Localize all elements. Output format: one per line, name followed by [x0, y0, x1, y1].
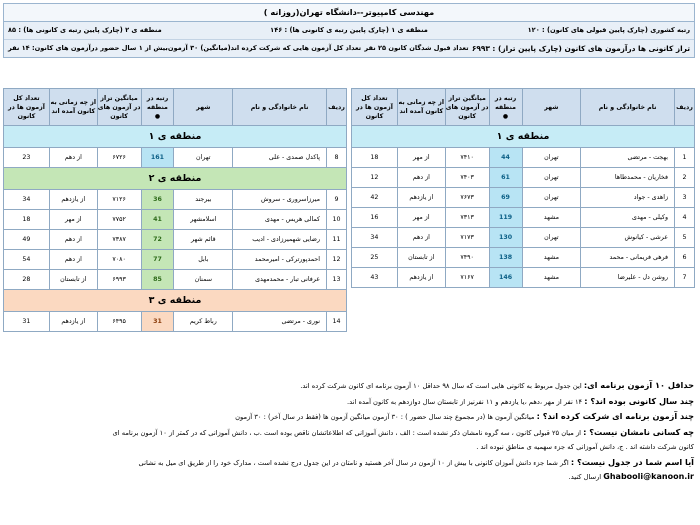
note-missing-cont: کانون شرکت داشته اند . ج، دانش آموزانی که جزء سهمیه ی مناطق نبوده اند .: [476, 443, 694, 451]
region-rank-cell: 146: [489, 268, 522, 288]
exam-count-cell: 18: [352, 148, 398, 168]
exam-count-cell: 34: [352, 228, 398, 248]
exam-count-cell: 31: [4, 312, 50, 332]
dot-icon: ●: [154, 112, 161, 120]
notes-section: [6, 378, 694, 485]
avg-score-cell: ۷۶۷۳: [445, 188, 489, 208]
row-number-cell: 4: [675, 208, 695, 228]
row-number-cell: 5: [675, 228, 695, 248]
col-since-header: از چه زمانی به کانون آمده اند: [49, 89, 97, 126]
table-row: [352, 148, 695, 168]
region-rank-cell: 161: [141, 148, 174, 168]
avg-score-cell: ۷۴۰۳: [445, 168, 489, 188]
exam-count-cell: 34: [4, 190, 50, 210]
exam-count-cell: 43: [352, 268, 398, 288]
joined-since-cell: از دهم: [49, 148, 97, 168]
exam-count-cell: 25: [352, 248, 398, 268]
col-rank-header: رتبه در منطقه ●: [489, 89, 522, 126]
email-link[interactable]: Ghabooli@kanoon.ir: [603, 472, 694, 481]
note-email: Ghabooli@kanoon.ir ارسال کنید.: [568, 472, 694, 481]
city-cell: تهران: [174, 148, 233, 168]
region-rank-cell: 36: [141, 190, 174, 210]
avg-score-cell: ۷۰۸۰: [97, 250, 141, 270]
exam-count-cell: 28: [4, 270, 50, 290]
note-years: چند سال کانونی بوده اند؟ : ۱۴ نفر از مهر ،دهم ،یا یازدهم و ۱۱ نفرنیز از تابستان سال دوازدهم به کانون آمده اند.: [347, 395, 694, 406]
avg-score-cell: ۷۱۶۷: [445, 268, 489, 288]
col-rank-header: رتبه در منطقه ●: [141, 89, 174, 126]
row-number-cell: 10: [327, 210, 347, 230]
student-name-cell: زاهدی - جواد: [581, 188, 675, 208]
city-cell: مشهد: [522, 248, 581, 268]
note-min-exams: حداقل ۱۰ آزمون برنامه ای: این جدول مربوط به کانونی هایی است که سال ۹۸ حداقل ۱۰ آزمون برنامه ای کانون شرکت کرده اند.: [300, 380, 694, 390]
student-name-cell: روشن دل - علیرضا: [581, 268, 675, 288]
city-cell: مشهد: [522, 208, 581, 228]
region-label: منطقه ی ۱: [4, 126, 347, 148]
region-rank-cell: 119: [489, 208, 522, 228]
region-label: منطقه ی ۱: [352, 126, 695, 148]
row-number-cell: 14: [327, 312, 347, 332]
table-row: [352, 208, 695, 228]
avg-score-cell: ۶۹۹۳: [97, 270, 141, 290]
row-number-cell: 13: [327, 270, 347, 290]
city-cell: تهران: [522, 228, 581, 248]
col-row-header: ردیف: [327, 89, 347, 126]
avg-score-cell: ۷۷۵۲: [97, 210, 141, 230]
col-name-header: نام خانوادگی و نام: [233, 89, 327, 126]
city-cell: رباط کریم: [174, 312, 233, 332]
exam-count-cell: 49: [4, 230, 50, 250]
row-number-cell: 2: [675, 168, 695, 188]
row-number-cell: 7: [675, 268, 695, 288]
joined-since-cell: از مهر: [397, 148, 445, 168]
joined-since-cell: از دهم: [49, 250, 97, 270]
city-cell: تهران: [522, 168, 581, 188]
joined-since-cell: از دهم: [397, 168, 445, 188]
city-cell: سمنان: [174, 270, 233, 290]
note-exam-count: چند آزمون برنامه ای شرکت کرده اند؟ : میانگین آزمون ها (در مجموع چند سال حضور ) : ۳۰ آزمون میانگین آزمون ها (فقط در سال آخر) : ۳۰ آزمون: [235, 411, 694, 421]
student-name-cell: رضایی شهمیرزادی - ادیب: [233, 230, 327, 250]
right-table-body: [352, 148, 695, 288]
student-name-cell: بهجت - مرتضی: [581, 148, 675, 168]
student-name-cell: احمدپورترکی - امیرمحمد: [233, 250, 327, 270]
table-row: [4, 210, 347, 230]
row-number-cell: 6: [675, 248, 695, 268]
table-row: [352, 188, 695, 208]
note-not-listed: آیا اسم شما در جدول نیست؟ : اگر شما جزء دانش آموزان کانونی با بیش از ۱۰ آزمون در سال آخر هستید و نامتان در این جدول درج نشده است ، مدارک خود را از طریق ای میل به نشانی: [138, 456, 694, 467]
avg-score-cell: ۷۳۱۳: [445, 208, 489, 228]
joined-since-cell: از تابستان: [397, 248, 445, 268]
region-rank-cell: 138: [489, 248, 522, 268]
exam-count-cell: 23: [4, 148, 50, 168]
right-table: [351, 88, 695, 288]
table-row: [4, 148, 347, 168]
joined-since-cell: از مهر: [49, 210, 97, 230]
region-rank-cell: 41: [141, 210, 174, 230]
over-year-text: بیش از ۱ سال حضور درآزمون های کانون: ۱۴ نفر: [8, 44, 168, 52]
joined-since-cell: از دهم: [397, 228, 445, 248]
dot-icon: ●: [502, 112, 509, 120]
student-name-cell: عرشی - کیانوش: [581, 228, 675, 248]
table-row: [352, 228, 695, 248]
table-row: [4, 230, 347, 250]
city-cell: مشهد: [522, 268, 581, 288]
student-name-cell: فخاریان - محمدطاها: [581, 168, 675, 188]
note-missing: چه کسانی نامشان نیست؟ : از میان ۲۵ قبولی کانون ، سه گروه نامشان ذکر نشده است : الف ، دانش آموزانی که اطلاعاتشان ناقص بوده است .ب ، دانش آموزانی که در کمتر از ۱۰ آزمون برنامه ای: [112, 426, 694, 437]
joined-since-cell: از تابستان: [49, 270, 97, 290]
col-row-header: ردیف: [675, 89, 695, 126]
city-cell: تهران: [522, 188, 581, 208]
left-region2-body: [4, 190, 347, 290]
table-row: [352, 268, 695, 288]
exam-count-cell: 16: [352, 208, 398, 228]
col-score-header: میانگین تراز در آزمون های کانون: [445, 89, 489, 126]
region-rank-cell: 69: [489, 188, 522, 208]
col-city-header: شهر: [522, 89, 581, 126]
region1-rank-text: منطقه ی ۱ (چارک پایین رتبه ی کانونی ها) : ۱۴۶: [270, 26, 428, 34]
table-row: [352, 168, 695, 188]
exam-count-cell: 12: [352, 168, 398, 188]
exam-count-cell: 54: [4, 250, 50, 270]
city-cell: بابل: [174, 250, 233, 270]
col-count-header: تعداد کل آزمون ها در کانون: [4, 89, 50, 126]
city-cell: بیرجند: [174, 190, 233, 210]
joined-since-cell: از یازدهم: [49, 190, 97, 210]
region-rank-cell: 31: [141, 312, 174, 332]
page-title: مهندسی کامپیوتر--دانشگاه تهران(روزانه ): [4, 4, 694, 22]
joined-since-cell: از یازدهم: [397, 188, 445, 208]
joined-since-cell: از دهم: [49, 230, 97, 250]
avg-score-cell: ۶۷۲۶: [97, 148, 141, 168]
student-name-cell: میرزاسروری - سروش: [233, 190, 327, 210]
region-label: منطقه ی ۳: [4, 290, 347, 312]
avg-score-cell: ۶۴۹۵: [97, 312, 141, 332]
col-since-header: از چه زمانی به کانون آمده اند: [397, 89, 445, 126]
joined-since-cell: از یازدهم: [397, 268, 445, 288]
col-city-header: شهر: [174, 89, 233, 126]
left-table: [3, 88, 347, 332]
student-name-cell: نوری - مرتضی: [233, 312, 327, 332]
score-text: تراز کانونی ها درآزمون های کانون (چارک پایین تراز) : ۶۹۹۳: [471, 44, 690, 53]
col-name-header: نام خانوادگی و نام: [581, 89, 675, 126]
student-name-cell: وکیلی - مهدی: [581, 208, 675, 228]
avg-score-cell: ۷۱۷۳: [445, 228, 489, 248]
avg-score-cell: ۷۱۲۶: [97, 190, 141, 210]
national-rank-text: رتبه کشوری (چارک پایین قبولی های کانون) : ۱۲۰: [527, 26, 690, 34]
student-name-cell: عرفانی تبار - محمدمهدی: [233, 270, 327, 290]
table-row: [4, 312, 347, 332]
region-rank-cell: 85: [141, 270, 174, 290]
avg-score-cell: ۷۴۱۰: [445, 148, 489, 168]
joined-since-cell: از یازدهم: [49, 312, 97, 332]
table-row: [4, 190, 347, 210]
accepted-count-text: تعداد قبول شدگان کانون ۲۵ نفر: [364, 44, 469, 52]
header-panel: [3, 3, 695, 58]
left-region1-body: [4, 148, 347, 168]
table-row: [4, 250, 347, 270]
joined-since-cell: از مهر: [397, 208, 445, 228]
city-cell: قائم شهر: [174, 230, 233, 250]
avg-score-cell: ۷۳۸۷: [97, 230, 141, 250]
exam-count-cell: 42: [352, 188, 398, 208]
col-count-header: تعداد کل آزمون ها در کانون: [352, 89, 398, 126]
avg-exams-text: تعداد کل آزمون هایی که شرکت کرده اند(میانگین) ۳۰ آزمون: [167, 44, 362, 52]
left-region3-body: [4, 312, 347, 332]
avg-score-cell: ۷۴۹۰: [445, 248, 489, 268]
city-cell: اسلامشهر: [174, 210, 233, 230]
region-rank-cell: 44: [489, 148, 522, 168]
region-rank-cell: 77: [141, 250, 174, 270]
region-label: منطقه ی ۲: [4, 168, 347, 190]
region-rank-cell: 61: [489, 168, 522, 188]
region-rank-cell: 130: [489, 228, 522, 248]
region-rank-cell: 72: [141, 230, 174, 250]
row-number-cell: 1: [675, 148, 695, 168]
student-name-cell: پاکدل صمدی - علی: [233, 148, 327, 168]
exam-count-cell: 18: [4, 210, 50, 230]
table-row: [352, 248, 695, 268]
student-name-cell: فرهی فریمانی - محمد: [581, 248, 675, 268]
row-number-cell: 3: [675, 188, 695, 208]
city-cell: تهران: [522, 148, 581, 168]
table-row: [4, 270, 347, 290]
student-name-cell: کمالی هریس - مهدی: [233, 210, 327, 230]
row-number-cell: 12: [327, 250, 347, 270]
row-number-cell: 9: [327, 190, 347, 210]
region2-rank-text: منطقه ی ۲ (چارک پایین رتبه ی کانونی ها) : ۸۵: [8, 26, 162, 34]
row-number-cell: 11: [327, 230, 347, 250]
row-number-cell: 8: [327, 148, 347, 168]
col-score-header: میانگین تراز در آزمون های کانون: [97, 89, 141, 126]
